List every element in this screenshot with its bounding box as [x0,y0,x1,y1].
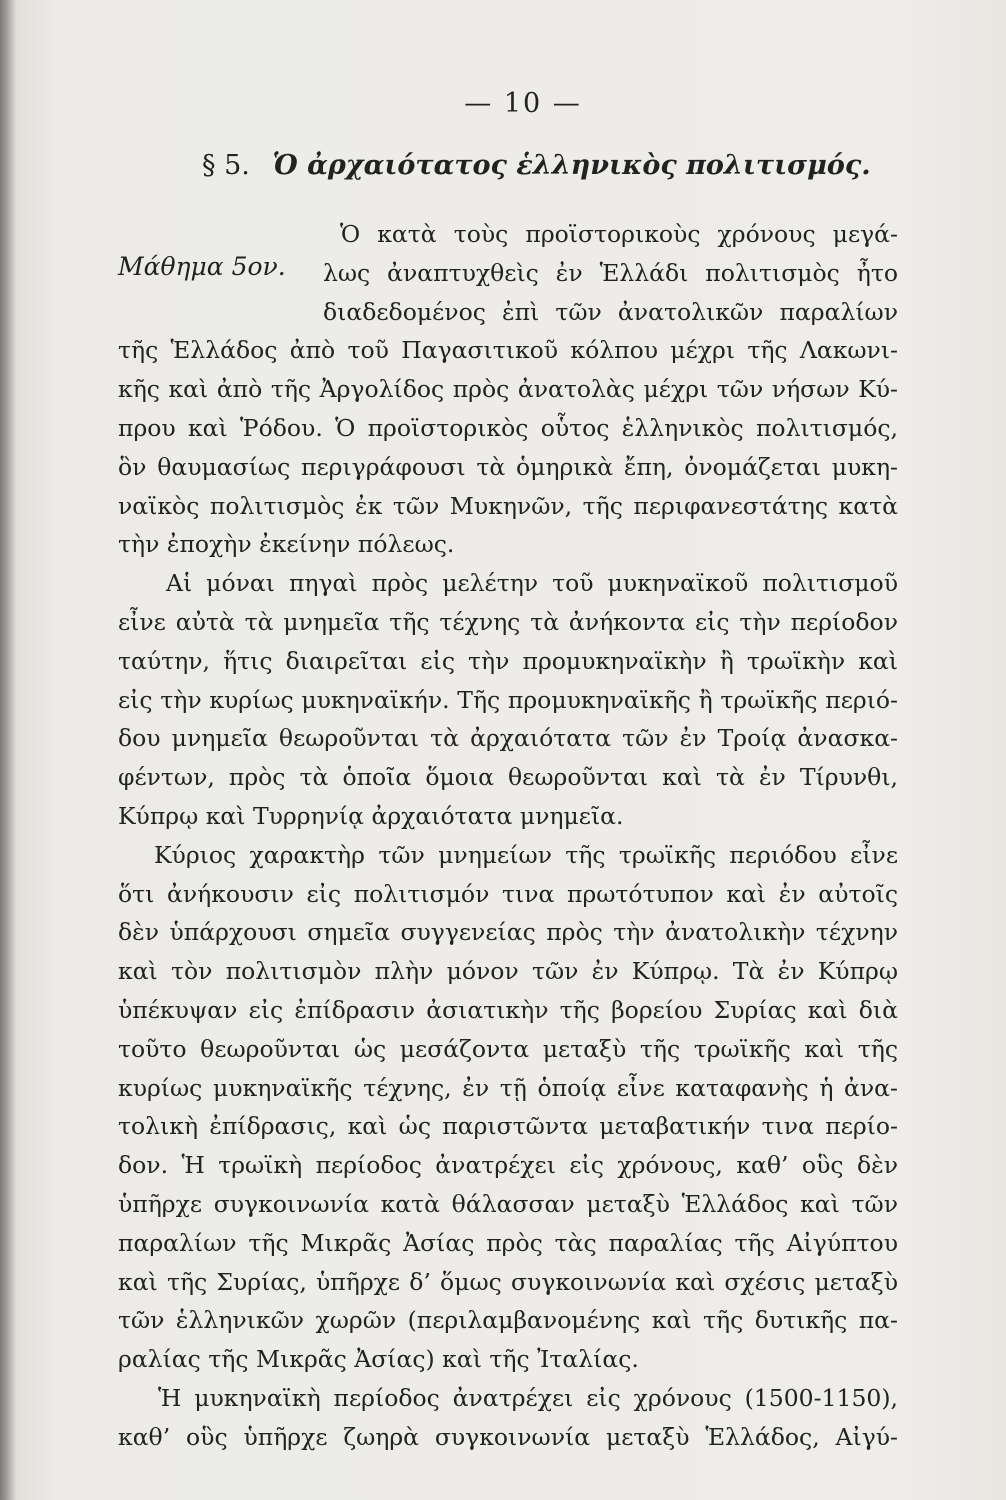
text-line: δον. Ἡ τρωϊκὴ περίοδος ἀνατρέχει εἰς χρόνους, καθ’ οὓς δὲν [118,1151,898,1180]
text-line: ναϊκὸς πολιτισμὸς ἐκ τῶν Μυκηνῶν, τῆς περιφανεστάτης κατὰ [118,491,898,520]
text-line: παραλίων τῆς Μικρᾶς Ἀσίας πρὸς τὰς παραλίας τῆς Αἰγύπτου [118,1228,898,1257]
text-line: εἰς τὴν κυρίως μυκηναϊκήν. Τῆς προμυκηναϊκῆς ἢ τρωϊκῆς περιό- [118,685,898,714]
text-line: ὅτι ἀνήκουσιν εἰς πολιτισμόν τινα πρωτότυπον καὶ ἐν αὐτοῖς [118,879,898,908]
text-line: καὶ τὸν πολιτισμὸν πλὴν μόνον τῶν ἐν Κύπρῳ. Τὰ ἐν Κύπρῳ [118,957,898,986]
text-line: Ἡ μυκηναϊκὴ περίοδος ἀνατρέχει εἰς χρόνους (1500-1150), [158,1383,898,1412]
text-line: διαδεδομένος ἐπὶ τῶν ἀνατολικῶν παραλίων [323,297,898,326]
section-heading [202,150,871,181]
text-line: πρου καὶ Ῥόδου. Ὁ προϊστορικὸς οὗτος ἑλληνικὸς πολιτισμός, [118,413,898,442]
page-number: — 10 — [464,88,582,119]
text-line: δου μνημεῖα θεωροῦνται τὰ ἀρχαιότατα τῶν ἐν Τροίᾳ ἀνασκα- [118,724,898,753]
section-number: § 5. [202,150,250,181]
text-line: καθ’ οὓς ὑπῆρχε ζωηρὰ συγκοινωνία μεταξὺ Ἑλλάδος, Αἰγύ- [118,1422,898,1451]
text-line: Ὁ κατὰ τοὺς προϊστορικοὺς χρόνους μεγά- [340,220,898,248]
text-line: ὃν θαυμασίως περιγράφουσι τὰ ὁμηρικὰ ἔπη, ὀνομάζεται μυκη- [118,452,898,481]
margin-note-lesson: Μάθημα 5ον. [118,252,286,281]
body-text [118,215,898,1457]
text-line: λως ἀναπτυχθεὶς ἐν Ἑλλάδι πολιτισμὸς ἦτο [323,258,898,287]
text-line: ραλίας τῆς Μικρᾶς Ἀσίας) καὶ τῆς Ἰταλίας. [118,1345,639,1374]
text-line: καὶ τῆς Συρίας, ὑπῆρχε δ’ ὅμως συγκοινωνία καὶ σχέσις μεταξὺ [118,1267,898,1296]
text-line: κυρίως μυκηναϊκῆς τέχνης, ἐν τῇ ὁποίᾳ εἶνε καταφανὴς ἡ ἀνα- [118,1073,898,1102]
text-line: Κύριος χαρακτὴρ τῶν μνημείων τῆς τρωϊκῆς περιόδου εἶνε [154,840,898,869]
text-line: ταύτην, ἥτις διαιρεῖται εἰς τὴν προμυκηναϊκὴν ἢ τρωϊκὴν καὶ [118,646,898,675]
page-edge-shadow [0,0,16,1500]
text-line: κῆς καὶ ἀπὸ τῆς Ἀργολίδος πρὸς ἀνατολὰς μέχρι τῶν νήσων Κύ- [118,375,898,404]
text-line: εἶνε αὐτὰ τὰ μνημεῖα τῆς τέχνης τὰ ἀνήκοντα εἰς τὴν περίοδον [118,607,898,636]
text-line: τῆς Ἑλλάδος ἀπὸ τοῦ Παγασιτικοῦ κόλπου μέχρι τῆς Λακωνι- [118,336,898,365]
text-line: τολικὴ ἐπίδρασις, καὶ ὡς παριστῶντα μεταβατικήν τινα περίο- [118,1112,898,1141]
text-line: τὴν ἐποχὴν ἐκείνην πόλεως. [118,530,455,559]
text-line: Αἱ μόναι πηγαὶ πρὸς μελέτην τοῦ μυκηναϊκοῦ πολιτισμοῦ [166,569,898,598]
text-line: φέντων, πρὸς τὰ ὁποῖα ὅμοια θεωροῦνται καὶ τὰ ἐν Τίρυνθι, [118,763,898,792]
text-line: Κύπρῳ καὶ Τυρρηνίᾳ ἀρχαιότατα μνημεῖα. [118,801,624,830]
text-line: ὑπῆρχε συγκοινωνία κατὰ θάλασσαν μεταξὺ Ἑλλάδος καὶ τῶν [118,1189,898,1218]
text-line: δὲν ὑπάρχουσι σημεῖα συγγενείας πρὸς τὴν ἀνατολικὴν τέχνην [118,918,898,947]
text-line: τῶν ἑλληνικῶν χωρῶν (περιλαμβανομένης καὶ τῆς δυτικῆς πα- [118,1306,898,1335]
text-line: τοῦτο θεωροῦνται ὡς μεσάζοντα μεταξὺ τῆς τρωϊκῆς καὶ τῆς [118,1034,898,1063]
section-title: Ὁ ἀρχαιότατος ἑλληνικὸς πολιτισμός. [272,150,871,181]
text-line: ὑπέκυψαν εἰς ἐπίδρασιν ἀσιατικὴν τῆς βορείου Συρίας καὶ διὰ [118,995,898,1024]
